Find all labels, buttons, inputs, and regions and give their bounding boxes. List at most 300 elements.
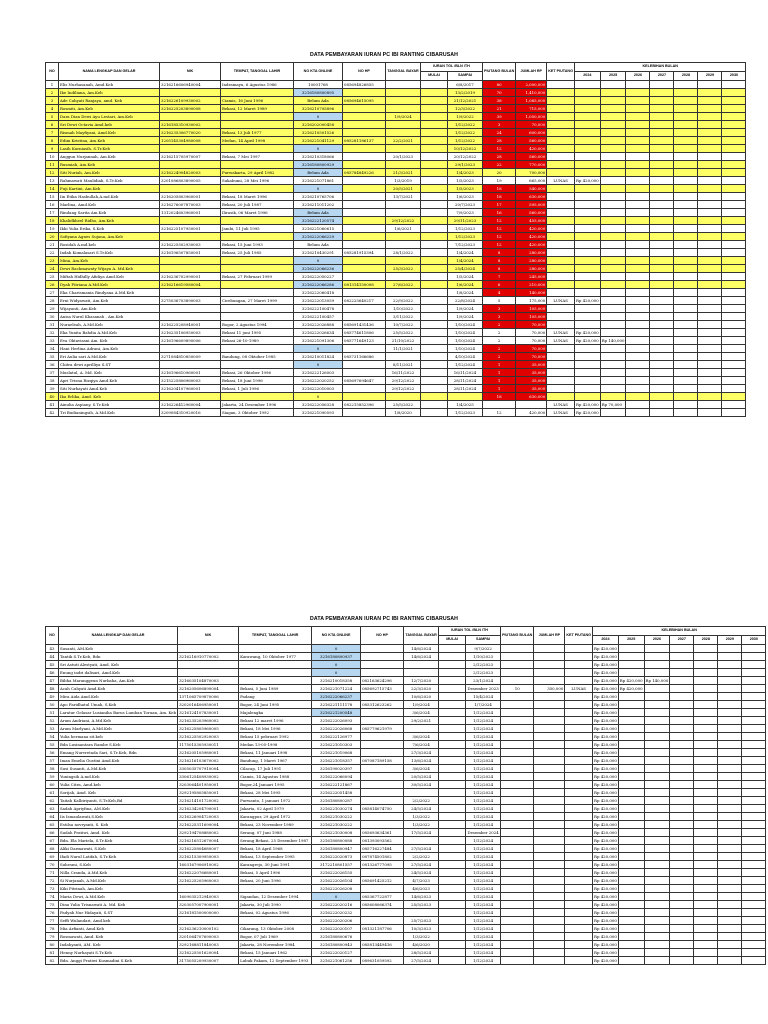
overpaid-year <box>650 265 674 273</box>
overpaid-year <box>718 845 742 853</box>
member-birth <box>239 917 312 925</box>
overpaid-year <box>626 385 650 393</box>
arrears-months <box>501 789 534 797</box>
member-birth: Karangrejo, 30 Juni 1991 <box>239 861 312 869</box>
arrears-note <box>565 941 593 949</box>
member-phone: 085771649123 <box>343 337 386 345</box>
iuran-start <box>421 329 448 337</box>
arrears-note <box>547 305 575 313</box>
overpaid-year: Rp 420,000 <box>594 957 617 963</box>
overpaid-year <box>618 773 644 781</box>
overpaid-year <box>626 209 650 217</box>
overpaid-year <box>674 97 698 105</box>
page-gap <box>0 590 768 616</box>
overpaid-year <box>722 137 746 145</box>
member-kta: 0 <box>294 257 343 265</box>
payment-table-page1 <box>45 62 746 417</box>
header-note: KET PIUTANG <box>547 63 575 81</box>
member-phone <box>343 177 386 185</box>
pay-date: 25/5/2023 <box>404 901 439 909</box>
member-kta: 3216221090593 <box>294 409 343 417</box>
member-phone <box>343 305 386 313</box>
iuran-start <box>421 209 448 217</box>
overpaid-year <box>674 241 698 249</box>
overpaid-year <box>618 837 644 845</box>
arrears-amount <box>534 757 565 765</box>
member-nik: 1175015305930011 <box>178 741 239 749</box>
arrears-note <box>565 909 593 917</box>
arrears-note <box>547 369 575 377</box>
overpaid-year <box>650 281 674 289</box>
iuran-start <box>439 829 466 837</box>
table-row <box>46 337 746 345</box>
overpaid-year <box>674 377 698 385</box>
overpaid-year <box>626 121 650 129</box>
overpaid-year: Rp 420,000 <box>594 845 617 851</box>
arrears-amount <box>534 949 565 957</box>
arrears-amount: 1,410,000 <box>516 89 547 97</box>
iuran-start <box>439 669 466 677</box>
overpaid-year <box>600 345 626 353</box>
member-phone <box>343 209 386 217</box>
member-nik: 1603167906910002 <box>178 861 239 869</box>
member-name: Ike Indiliana, Am.Keb <box>59 89 160 97</box>
arrears-amount <box>534 893 565 901</box>
member-phone <box>361 645 404 653</box>
arrears-months <box>501 693 534 701</box>
row-no: 32 <box>46 329 59 337</box>
overpaid-year: Rp 420,000 <box>575 409 599 415</box>
member-nik: 1371065709870006 <box>178 693 239 701</box>
member-phone <box>343 241 386 249</box>
overpaid-year <box>742 805 766 813</box>
overpaid-year <box>718 693 742 701</box>
overpaid-year <box>698 409 722 417</box>
row-no: 58 <box>46 765 59 773</box>
member-phone: 082215852396 <box>343 401 386 409</box>
iuran-until: 1/12/2024 <box>466 741 501 749</box>
arrears-amount <box>534 869 565 877</box>
overpaid-year <box>698 121 722 129</box>
overpaid-year: Rp 420,000 <box>594 909 617 915</box>
overpaid-year <box>644 645 670 653</box>
overpaid-year <box>644 845 670 853</box>
member-kta: 3216222066094 <box>312 773 361 781</box>
member-kta: 3216222100457 <box>294 313 343 321</box>
header-note: KET PIUTANG <box>565 627 593 645</box>
overpaid-year <box>718 901 742 909</box>
member-nik <box>160 233 221 241</box>
overpaid-year <box>698 321 722 329</box>
header-pay-date: TANGGAL BAYAR <box>404 627 439 645</box>
arrears-note <box>565 837 593 845</box>
member-birth <box>239 669 312 677</box>
pay-date: 14/6/2024 <box>404 653 439 661</box>
arrears-note <box>547 313 575 321</box>
arrears-months <box>501 893 534 901</box>
member-name: Eka Charismania Rindyana A.Md.Keb <box>59 289 160 297</box>
member-kta: 3216221060615 <box>294 225 343 233</box>
header-birth: TEMPAT, TANGGAL LAHIR <box>239 627 312 645</box>
overpaid-year <box>618 653 644 661</box>
member-name: Dewi Rachmawaty Wijaya A. Md.Keb <box>59 265 160 273</box>
pay-date: 28/1/2022 <box>386 249 421 257</box>
arrears-note <box>565 741 593 749</box>
iuran-start <box>439 749 466 757</box>
member-birth <box>221 233 294 241</box>
arrears-note <box>565 725 593 733</box>
arrears-note <box>547 153 575 161</box>
arrears-note: LUNAS <box>547 401 575 409</box>
arrears-note <box>547 393 575 401</box>
overpaid-year: Rp 420,000 <box>619 677 643 683</box>
iuran-start <box>439 725 466 733</box>
overpaid-year <box>718 861 742 869</box>
member-phone <box>343 201 386 209</box>
overpaid-year <box>742 757 766 765</box>
member-nik: 3216236702990001 <box>160 273 221 281</box>
overpaid-year <box>644 789 670 797</box>
overpaid-year: Rp 420,000 <box>594 901 617 907</box>
overpaid-year <box>574 145 600 153</box>
member-birth: Karangpur, 29 April 1972 <box>239 813 312 821</box>
overpaid-year <box>644 885 670 893</box>
member-kta: 3216222056328 <box>294 401 343 409</box>
iuran-start <box>421 121 448 129</box>
iuran-start <box>421 145 448 153</box>
arrears-note <box>547 129 575 137</box>
arrears-note <box>565 933 593 941</box>
header-no: NO <box>46 63 59 81</box>
table-row <box>46 169 746 177</box>
iuran-start <box>421 377 448 385</box>
member-nik: 3216124107830001 <box>178 709 239 717</box>
member-kta: 3216222026208 <box>312 885 361 893</box>
iuran-until: 1/12/2022 <box>448 121 483 129</box>
arrears-note <box>565 765 593 773</box>
member-phone: 085784849226 <box>343 169 386 177</box>
member-phone: 085312623262 <box>361 701 404 709</box>
arrears-months: 28 <box>483 153 516 161</box>
arrears-months: 3 <box>483 305 516 313</box>
overpaid-year <box>698 233 722 241</box>
overpaid-year <box>644 821 670 829</box>
member-kta: 0 <box>312 669 361 677</box>
member-phone <box>343 289 386 297</box>
member-birth: Majalengka <box>239 709 312 717</box>
overpaid-year <box>742 893 766 901</box>
iuran-until: 7/12/2023 <box>448 241 483 249</box>
member-nik <box>160 345 221 353</box>
member-birth: Bekasi 26-10-1989 <box>221 337 294 345</box>
iuran-until: 1/12/2024 <box>466 949 501 957</box>
member-nik: 3216225501620004 <box>178 949 239 957</box>
iuran-start <box>421 305 448 313</box>
iuran-until: 1/6/2024 <box>448 281 483 289</box>
table-row <box>46 901 766 909</box>
arrears-note <box>547 377 575 385</box>
overpaid-year <box>742 877 766 885</box>
iuran-until: 1/12/2024 <box>466 877 501 885</box>
arrears-amount <box>534 765 565 773</box>
overpaid-year <box>574 217 600 225</box>
overpaid-year <box>650 81 674 89</box>
row-no: 6 <box>46 121 59 129</box>
member-name: Iis Ismaulawati,S.Keb <box>59 813 178 821</box>
iuran-start <box>421 345 448 353</box>
member-birth: Bandung, 08 Oktober 1985 <box>221 353 294 361</box>
pay-date: 10/7/2022 <box>386 321 421 329</box>
overpaid-year <box>698 105 722 113</box>
iuran-start <box>421 193 448 201</box>
member-birth: Bekasi, 18 Maret 1996 <box>221 193 294 201</box>
overpaid-year <box>626 105 650 113</box>
member-kta: 3216221041129 <box>294 137 343 145</box>
overpaid-year <box>670 797 694 805</box>
row-no: 21 <box>46 241 59 249</box>
overpaid-year <box>618 757 644 765</box>
row-no: 59 <box>46 773 59 781</box>
pay-date: 2/2/2022 <box>404 853 439 861</box>
overpaid-year <box>574 353 600 361</box>
overpaid-year <box>742 685 766 693</box>
overpaid-year <box>742 701 766 709</box>
overpaid-year <box>670 829 694 837</box>
arrears-note <box>565 877 593 885</box>
member-phone <box>343 225 386 233</box>
iuran-start <box>421 409 448 417</box>
overpaid-year: Rp 420,000 <box>594 725 617 731</box>
overpaid-year <box>650 241 674 249</box>
overpaid-year <box>600 369 626 377</box>
overpaid-year <box>674 153 698 161</box>
arrears-note <box>547 169 575 177</box>
row-no: 71 <box>46 869 59 877</box>
member-birth: Bekasi, 02 Agustus 1996 <box>239 909 312 917</box>
overpaid-year <box>670 669 694 677</box>
overpaid-year <box>618 917 644 925</box>
iuran-until: 1/12/2024 <box>466 773 501 781</box>
overpaid-year <box>742 765 766 773</box>
overpaid-year <box>670 925 694 933</box>
overpaid-year <box>644 853 670 861</box>
member-kta: 3172210801557 <box>312 861 361 869</box>
arrears-amount: 35,000 <box>516 377 547 385</box>
member-nik <box>160 313 221 321</box>
arrears-amount: 105,000 <box>516 313 547 321</box>
overpaid-year <box>718 717 742 725</box>
member-nik: 3216225804680007 <box>178 845 239 853</box>
member-name: Ainulia Aspiany, S.Tr.Keb <box>59 401 160 409</box>
arrears-amount <box>534 853 565 861</box>
arrears-note <box>547 385 575 393</box>
overpaid-year <box>650 257 674 265</box>
arrears-months: 2 <box>483 329 516 337</box>
arrears-amount: 175,000 <box>516 297 547 305</box>
overpaid-year <box>722 313 746 321</box>
arrears-note <box>565 701 593 709</box>
overpaid-year: Rp 420,000 <box>594 869 617 875</box>
header-start: MULAI <box>439 636 466 645</box>
overpaid-year <box>694 909 718 917</box>
row-no: 5 <box>46 113 59 121</box>
member-birth <box>239 645 312 653</box>
iuran-until: 1/10/2024 <box>448 345 483 353</box>
overpaid-year <box>618 909 644 917</box>
overpaid-year <box>722 145 746 153</box>
row-no: 57 <box>46 757 59 765</box>
iuran-until: 1/12/2024 <box>466 909 501 917</box>
overpaid-year <box>600 145 626 153</box>
row-no: 62 <box>46 797 59 805</box>
overpaid-year <box>722 185 746 193</box>
arrears-note <box>565 853 593 861</box>
table-row <box>46 129 746 137</box>
overpaid-year <box>650 89 674 97</box>
arrears-months <box>501 925 534 933</box>
member-phone: 085813449416 <box>361 941 404 949</box>
member-phone <box>343 193 386 201</box>
iuran-start <box>421 321 448 329</box>
member-name: Ifadi Nurul Latifah, S.Tr.Keb <box>59 853 178 861</box>
overpaid-year <box>742 789 766 797</box>
overpaid-year <box>626 369 650 377</box>
member-phone: 085693634361 <box>361 829 404 837</box>
member-phone: 082225640217 <box>343 297 386 305</box>
overpaid-year <box>718 957 742 965</box>
overpaid-year <box>722 257 746 265</box>
overpaid-year <box>618 949 644 957</box>
overpaid-year <box>618 733 644 741</box>
member-name: Anggun Nurjannah, Am.Keb <box>59 153 160 161</box>
member-name: Rahmawati Maulidiah, S.Tr.Keb <box>59 177 160 185</box>
iuran-until: 1/12/2024 <box>466 893 501 901</box>
table-row <box>46 837 766 845</box>
member-name: Laratur Gelasar Lusianiha Barus Lumban Toruan, Am. Keb <box>60 709 177 715</box>
arrears-months: 22 <box>483 161 516 169</box>
pay-date: 13/6/2024 <box>404 757 439 765</box>
overpaid-year <box>674 217 698 225</box>
iuran-start <box>439 789 466 797</box>
overpaid-year <box>618 805 644 813</box>
row-no: 50 <box>46 701 59 709</box>
pay-date <box>404 669 439 677</box>
overpaid-year: Rp 420,000 <box>594 805 617 811</box>
member-name: Ade Cahyati Ranjaya, amd. Keb <box>59 97 160 105</box>
member-birth <box>221 289 294 297</box>
iuran-until: 1/4/2023 <box>448 169 483 177</box>
overpaid-year <box>694 901 718 909</box>
member-phone <box>361 693 404 701</box>
arrears-note <box>547 89 575 97</box>
arrears-amount: 770,000 <box>516 161 547 169</box>
arrears-amount <box>534 813 565 821</box>
overpaid-year <box>644 917 670 925</box>
overpaid-year <box>626 313 650 321</box>
table-row <box>46 361 746 369</box>
overpaid-year <box>674 177 698 185</box>
overpaid-year <box>718 645 742 653</box>
member-nik: 3216181500000000 <box>178 909 239 917</box>
arrears-amount <box>534 933 565 941</box>
overpaid-year <box>650 297 674 305</box>
arrears-months <box>501 829 534 837</box>
overpaid-year <box>694 677 718 685</box>
overpaid-year <box>722 361 746 369</box>
table-row <box>46 741 766 749</box>
member-nik: 3216225107950001 <box>160 225 221 233</box>
pay-date: 25/5/2022 <box>386 329 421 337</box>
iuran-until: 1/12/2024 <box>466 789 501 797</box>
arrears-months: 6 <box>483 281 516 289</box>
member-name: Mia Arfianti, Amd.Keb <box>59 925 178 933</box>
iuran-start <box>421 361 448 369</box>
iuran-start <box>421 281 448 289</box>
overpaid-year <box>698 161 722 169</box>
overpaid-year <box>742 901 766 909</box>
overpaid-year <box>694 725 718 733</box>
member-phone: 085731166686 <box>343 353 386 361</box>
member-birth: Cikarang, 13 Oktober 2008 <box>239 925 312 933</box>
member-birth: Bekasi, 5 Juni 1989 <box>239 685 312 693</box>
member-birth: Medan, 14 April 1998 <box>221 137 294 145</box>
overpaid-year <box>674 81 698 89</box>
row-no: 18 <box>46 217 59 225</box>
overpaid-year <box>722 89 746 97</box>
overpaid-year <box>644 653 670 661</box>
overpaid-year <box>698 169 722 177</box>
header-amount: JUMLAH RP <box>516 63 547 81</box>
arrears-amount: 1,085,000 <box>516 97 547 105</box>
overpaid-year <box>600 241 626 249</box>
member-name: Suhesmi, S.Keb <box>59 861 178 869</box>
overpaid-year <box>694 877 718 885</box>
iuran-start <box>439 661 466 669</box>
member-nik <box>160 289 221 297</box>
overpaid-year <box>722 81 746 89</box>
row-no: 73 <box>46 885 59 893</box>
member-name: Ika Erlika, Amd. Keb <box>59 393 160 401</box>
member-name: Siti Nurhayati Amd.Keb <box>59 385 160 393</box>
overpaid-year <box>722 153 746 161</box>
member-kta: 3216222066286 <box>294 281 343 289</box>
arrears-note <box>565 669 593 677</box>
member-kta: 3216222020252 <box>294 377 343 385</box>
overpaid-year <box>574 129 600 137</box>
arrears-amount <box>534 901 565 909</box>
arrears-amount <box>534 701 565 709</box>
header-arrears-months: PIUTANG BULAN <box>483 63 516 81</box>
member-kta: 0 <box>294 393 343 401</box>
member-phone: 085281915394 <box>343 249 386 257</box>
overpaid-year <box>626 337 650 345</box>
arrears-note <box>565 749 593 757</box>
arrears-months: 20 <box>483 169 516 177</box>
overpaid-year <box>698 81 722 89</box>
overpaid-year <box>694 717 718 725</box>
member-birth <box>221 185 294 193</box>
overpaid-year <box>694 781 718 789</box>
iuran-until: 1/12/2023 <box>448 233 483 241</box>
overpaid-year <box>694 933 718 941</box>
member-name: Khalidkheel Ridho, Am.Keb <box>59 217 160 225</box>
overpaid-year <box>574 121 600 129</box>
pay-date <box>386 161 421 169</box>
overpaid-year <box>674 305 698 313</box>
overpaid-year <box>742 693 766 701</box>
overpaid-year <box>626 289 650 297</box>
row-no: 41 <box>46 401 59 409</box>
